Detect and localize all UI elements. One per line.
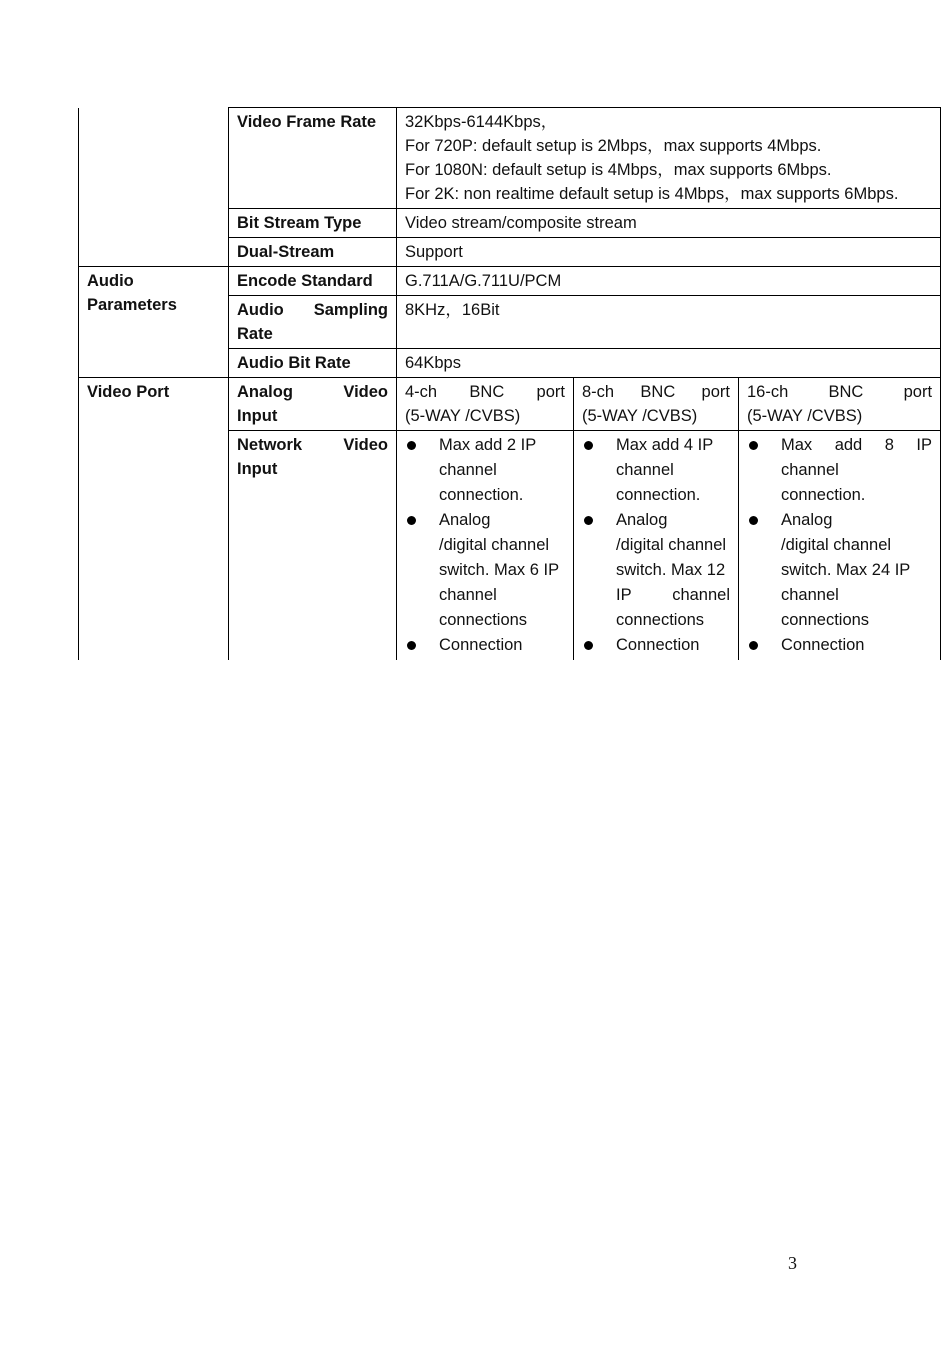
label-dual-stream: Dual-Stream [229,238,397,267]
value-encode-standard: G.711A/G.711U/PCM [397,267,941,296]
list-item: Max add 4 IP channel connection. [582,433,730,508]
value-analog-8ch: 8-ch BNC port (5-WAY /CVBS) [574,378,739,431]
list-item: Analog /digital channel switch. Max 12 IP channel connections [582,508,730,633]
bullet-list [747,433,932,658]
value-audio-sampling-rate: 8KHz，16Bit [397,296,941,349]
row-video-frame-rate [79,108,941,209]
value-video-frame-rate: 32Kbps-6144Kbps， For 720P: default setup is 2Mbps，max supports 4Mbps. For 1080N: default setup is 4Mbps，max supports 6Mbps. For 2K: non realtime default setup is 4Mbps，max supports 6Mbps. [397,108,941,209]
label-encode-standard: Encode Standard [229,267,397,296]
row-encode-standard [79,267,941,296]
label-analog-video-input: Analog Video Input [229,378,397,431]
list-item: Analog /digital channel switch. Max 24 IP channel connections [747,508,932,633]
category-cell-continued [79,108,229,267]
value-audio-bit-rate: 64Kbps [397,349,941,378]
list-item: Analog /digital channel switch. Max 6 IP channel connections [405,508,565,633]
list-item: Connection [747,633,932,658]
label-bit-stream-type: Bit Stream Type [229,209,397,238]
label-video-frame-rate: Video Frame Rate [229,108,397,209]
spec-table [78,107,941,660]
page-number: 3 [788,1253,797,1273]
label-network-video-input: Network Video Input [229,431,397,661]
bullet-list [582,433,730,658]
value-network-4ch [397,431,574,661]
category-video-port: Video Port [79,378,229,661]
list-item: Max add 2 IP channel connection. [405,433,565,508]
label-audio-sampling-rate: Audio Sampling Rate [229,296,397,349]
value-network-16ch [739,431,941,661]
value-dual-stream: Support [397,238,941,267]
category-audio-parameters: Audio Parameters [79,267,229,378]
value-network-8ch [574,431,739,661]
value-analog-4ch: 4-ch BNC port (5-WAY /CVBS) [397,378,574,431]
list-item: Connection [405,633,565,658]
row-analog-video-input [79,378,941,431]
bullet-list [405,433,565,658]
list-item: Connection [582,633,730,658]
value-analog-16ch: 16-ch BNC port (5-WAY /CVBS) [739,378,941,431]
value-bit-stream-type: Video stream/composite stream [397,209,941,238]
label-audio-bit-rate: Audio Bit Rate [229,349,397,378]
list-item: Max add 8 IP channel connection. [747,433,932,508]
